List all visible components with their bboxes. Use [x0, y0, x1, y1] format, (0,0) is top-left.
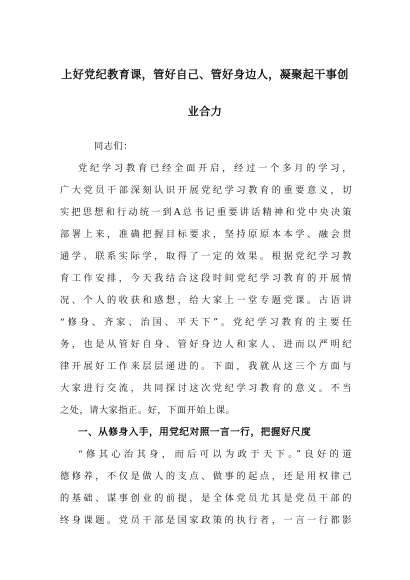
section-heading: 一、从修身入手，用党纪对照一言一行，把握好尺度 [78, 427, 312, 438]
paragraph-line: 党纪学习教育已经全面开启，经过一个多月的学习， [78, 163, 352, 174]
paragraph-line: 终身课题。党员干部是国家政策的执行者，一言一行都影 [60, 515, 352, 526]
paragraph-line: 律开展好工作来层层递进的。下面，我就从这三个方面与 [60, 361, 352, 372]
paragraph-line: 务，也是从管好自身、管好身边人和家人、进而以严明纪 [60, 339, 352, 350]
document-title-line-1: 上好党纪教育课，管好自己、管好身边人，凝聚起干事创 [61, 68, 349, 81]
paragraph-line: 德修养，不仅是做人的支点、做事的起点，还是用权律己 [60, 471, 352, 482]
paragraph-line: 实把思想和行动统一到A总书记重要讲话精神和党中央决策 [60, 207, 352, 218]
paragraph-line: “修身、齐家、治国、平天下”。党纪学习教育的主要任 [60, 317, 352, 328]
paragraph-line: 育工作安排，今天我结合这段时间党纪学习教育的开展情 [60, 273, 352, 284]
paragraph-line: 广大党员干部深刻认识开展党纪学习教育的重要意义，切 [60, 185, 352, 196]
paragraph-line: 况、个人的收获和感想，给大家上一堂专题党课。古语讲 [60, 295, 352, 306]
paragraph-line: 的基础、谋事创业的前提，是全体党员尤其是党员干部的 [60, 493, 352, 504]
document-title-line-2: 业合力 [187, 105, 223, 118]
paragraph-line: 通学、联系实际学，取得了一定的效果。根据党纪学习教 [60, 251, 352, 262]
paragraph-line: 大家进行交流，共同探讨这次党纪学习教育的意义。不当 [60, 383, 352, 394]
greeting: 同志们： [94, 141, 133, 152]
paragraph-line: “修其心治其身，而后可以为政于天下。”良好的道 [78, 449, 352, 460]
paragraph-line: 部署上来，准确把握目标要求，坚持原原本本学、融会贯 [60, 229, 352, 240]
paragraph-line: 之处，请大家指正。好，下面开始上课。 [60, 405, 236, 416]
